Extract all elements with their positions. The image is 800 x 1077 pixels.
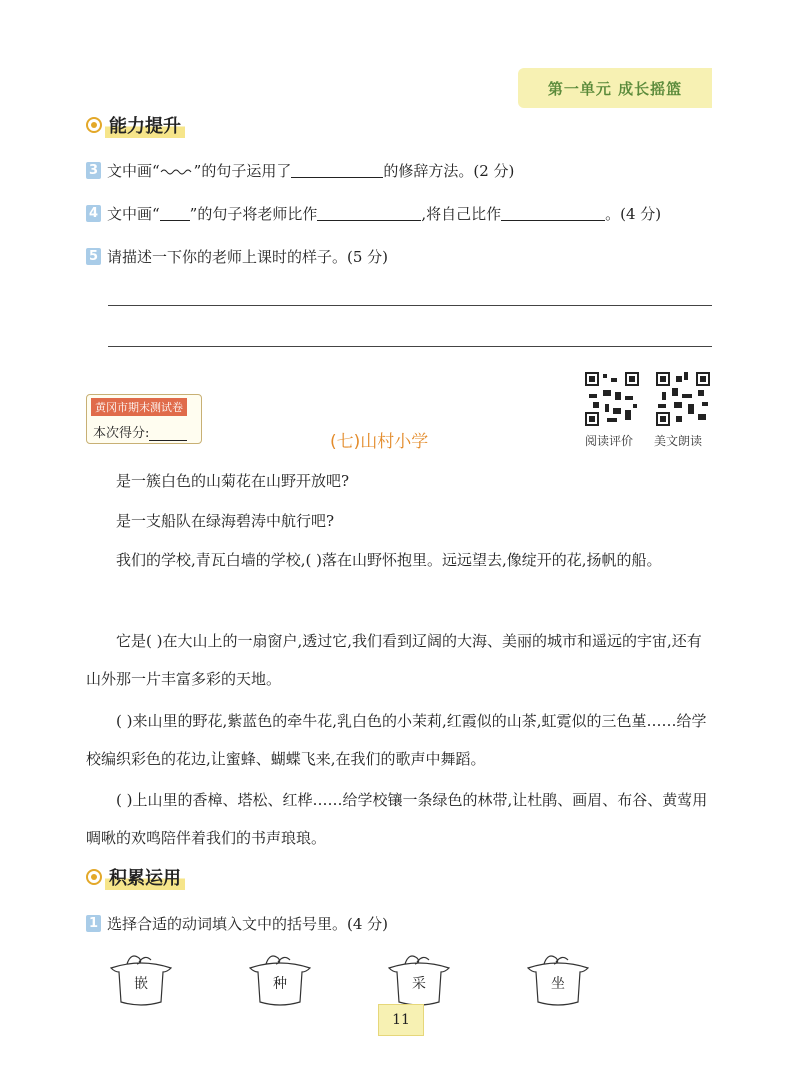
- score-blank[interactable]: [149, 426, 187, 441]
- lesson-title: (七)山村小学: [330, 432, 429, 452]
- badge-title: 黄冈市期末测试卷: [91, 398, 187, 416]
- passage-paragraph: ( )上山里的香樟、塔松、红桦……给学校镶一条绿色的林带,让杜鹃、画眉、布谷、黄莺用啁啾的欢鸣陪伴着我们的书声琅琅。: [86, 791, 708, 847]
- question-text-post: ”的句子将老师比作: [189, 205, 318, 223]
- answer-blank[interactable]: [317, 206, 421, 221]
- passage-paragraph: 是一簇白色的山菊花在山野开放吧?: [116, 472, 350, 490]
- question-number: 5: [86, 248, 101, 265]
- question-number: 3: [86, 162, 101, 179]
- question-text: 选择合适的动词填入文中的括号里。(4 分): [107, 915, 389, 933]
- answer-blank[interactable]: [291, 163, 383, 178]
- word-option: 种: [273, 976, 287, 992]
- question-text-post: ”的句子运用了: [193, 162, 292, 180]
- score-badge: [86, 394, 202, 444]
- passage-paragraph: 它是( )在大山上的一扇窗户,透过它,我们看到辽阔的大海、美丽的城市和遥远的宇宙,还有山外那一片丰富多彩的天地。: [86, 632, 702, 688]
- question-text-mid: ,将自己比作: [421, 205, 502, 223]
- question-number: 1: [86, 915, 101, 932]
- target-icon: [86, 869, 102, 885]
- passage-paragraph: 我们的学校,青瓦白墙的学校,( )落在山野怀抱里。远远望去,像绽开的花,扬帆的船。: [116, 551, 662, 569]
- question-5: [86, 246, 388, 267]
- question-4: [86, 203, 661, 224]
- section-title: 积累运用: [105, 864, 185, 890]
- answer-blank[interactable]: [501, 206, 605, 221]
- word-option: 采: [412, 976, 426, 992]
- unit-label: 第一单元 成长摇篮: [518, 68, 712, 108]
- word-option: 嵌: [134, 976, 148, 992]
- page-number: 11: [378, 1004, 424, 1036]
- section-title: 能力提升: [105, 112, 185, 138]
- question-number: 4: [86, 205, 101, 222]
- question-text-pre: 文中画“: [107, 162, 160, 180]
- qr-code-icon[interactable]: [585, 372, 639, 426]
- straight-underline-mark: [160, 206, 190, 221]
- section-header-accumulation: [86, 864, 185, 890]
- wavy-underline-icon: [160, 166, 194, 176]
- section-header-ability: [86, 112, 185, 138]
- target-icon: [86, 117, 102, 133]
- passage-paragraph: ( )来山里的野花,紫蓝色的牵牛花,乳白色的小茉莉,红霞似的山茶,虹霓似的三色堇……给学校编织彩色的花边,让蜜蜂、蝴蝶飞来,在我们的歌声中舞蹈。: [86, 712, 707, 768]
- question-3: [86, 160, 514, 181]
- question-1: [86, 913, 388, 934]
- word-option: 坐: [551, 976, 565, 992]
- question-text-pre: 文中画“: [107, 205, 160, 223]
- qr-code-icon[interactable]: [656, 372, 710, 426]
- answer-line[interactable]: [108, 346, 712, 347]
- qr-label-recitation: 美文朗读: [654, 434, 703, 448]
- question-text-tail: 。(4 分): [605, 205, 662, 223]
- passage-paragraph: 是一支船队在绿海碧涛中航行吧?: [116, 512, 335, 530]
- answer-line[interactable]: [108, 305, 712, 306]
- question-text: 请描述一下你的老师上课时的样子。(5 分): [107, 248, 389, 266]
- question-text-tail: 的修辞方法。(2 分): [383, 162, 515, 180]
- qr-label-reading-eval: 阅读评价: [585, 434, 634, 448]
- score-label: 本次得分:: [93, 422, 187, 441]
